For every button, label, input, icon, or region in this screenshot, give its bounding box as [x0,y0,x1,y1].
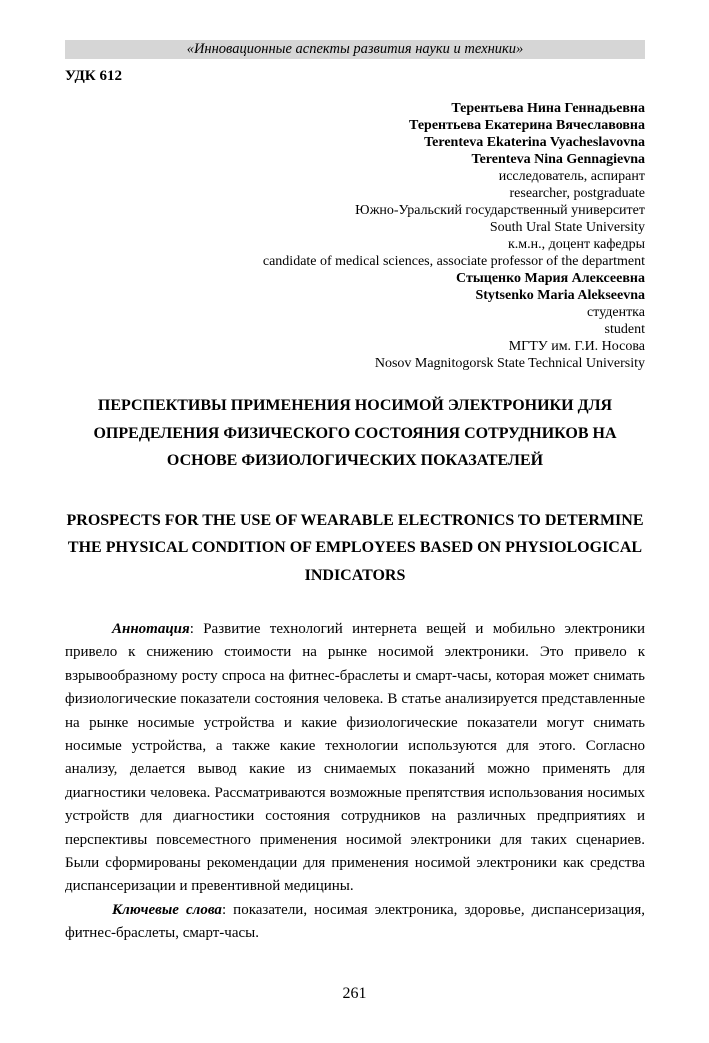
keywords-paragraph [65,899,645,946]
document-page [0,40,709,1043]
author-name-en-1: Terenteva Ekaterina Vyacheslavovna [424,135,645,150]
degree-ru: к.м.н., доцент кафедры [507,237,645,252]
affiliation-en: South Ural State University [489,220,645,235]
abstract-text: : Развитие технологий интернета вещей и мобильно электроники привело к снижению стоимости на рынке носимой электроники. Это привело к взрывообразному росту спроса на фитнес-браслеты и смарт-часы, которая может снимать физиологические показатели состояния человека. В статье анализируется представленные на рынке носимые устройства и какие физиологические показатели могут снимать носимые устройства, а также какие технологии используются для этого. Согласно анализу, делается вывод какие из снимаемых показаний можно применять для диагностики человека. Рассматриваются возможные препятствия использования носимых устройств для диагностики состояния сотрудников на различных предприятиях и перспективы повсеместного применения носимой электроники для таких сценариев. Были сформированы рекомендации для применения носимой электроники как средства диспансеризации и превентивной медицины. [65,621,645,895]
journal-header-band [65,40,645,59]
author-name-ru-3: Стыценко Мария Алексеевна [456,271,645,286]
author-name-en-3: Stytsenko Maria Alekseevna [475,288,645,303]
affiliation2-en: Nosov Magnitogorsk State Technical University [374,356,645,371]
author-name-ru-2: Терентьева Екатерина Вячеславовна [409,118,645,133]
udc-code: УДК 612 [65,68,122,84]
author-role-en: researcher, postgraduate [509,186,645,201]
page-number: 261 [342,985,367,1002]
abstract-label: Аннотация [112,621,190,637]
article-title-russian: ПЕРСПЕКТИВЫ ПРИМЕНЕНИЯ НОСИМОЙ ЭЛЕКТРОНИКИ ДЛЯ ОПРЕДЕЛЕНИЯ ФИЗИЧЕСКОГО СОСТОЯНИЯ СОТРУДНИКОВ НА ОСНОВЕ ФИЗИОЛОГИЧЕСКИХ ПОКАЗАТЕЛЕЙ [93,397,617,469]
author-name-ru-1: Терентьева Нина Геннадьевна [451,101,645,116]
author-name-en-2: Terenteva Nina Gennagievna [471,152,645,167]
author-block [65,100,645,372]
affiliation-ru: Южно-Уральский государственный университет [355,203,645,218]
article-title-english: PROSPECTS FOR THE USE OF WEARABLE ELECTRONICS TO DETERMINE THE PHYSICAL CONDITION OF EMPLOYEES BASED ON PHYSIOLOGICAL INDICATORS [66,511,644,584]
student-role-en: student [604,322,645,337]
keywords-label: Ключевые слова [112,901,222,918]
abstract-paragraph [65,618,645,899]
journal-title-text: «Инновационные аспекты развития науки и техники» [186,41,524,57]
student-role-ru: студентка [586,305,645,320]
degree-en: candidate of medical sciences, associate professor of the department [262,254,645,269]
affiliation2-ru: МГТУ им. Г.И. Носова [508,339,645,354]
keywords-text: : показатели, носимая электроника, здоровье, диспансеризация, фитнес-браслеты, смарт-часы. [65,901,645,942]
author-role-ru: исследователь, аспирант [498,169,645,184]
